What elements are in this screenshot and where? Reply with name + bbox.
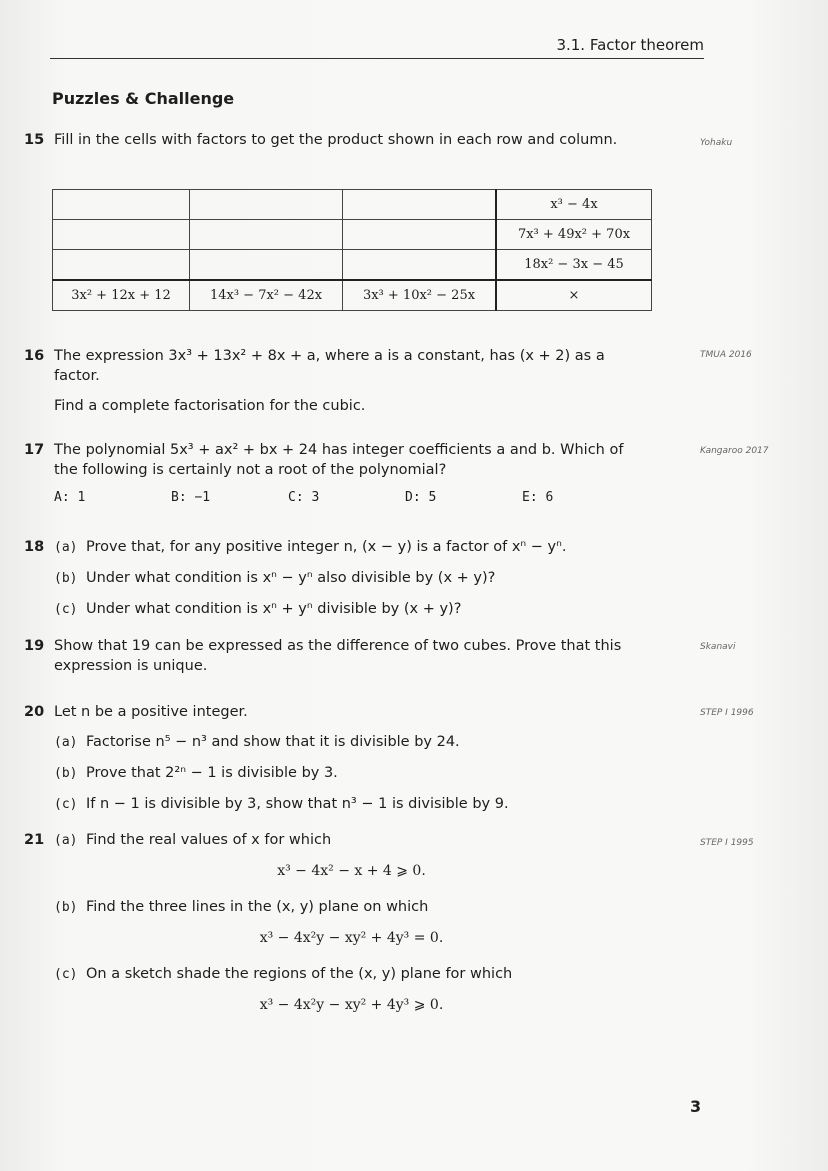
part-text: If n − 1 is divisible by 3, show that n³ − 1 is divisible by 9. <box>86 796 509 812</box>
question-18 <box>24 537 649 620</box>
grid-cell[interactable] <box>53 250 190 281</box>
factor-grid <box>52 189 652 311</box>
part-text: Under what condition is xⁿ + yⁿ divisible by (x + y)? <box>86 601 462 617</box>
grid-row <box>53 190 652 220</box>
column-product: 3x² + 12x + 12 <box>53 280 190 311</box>
part-a <box>54 732 649 753</box>
question-19 <box>24 636 649 676</box>
question-number: 17 <box>24 442 45 458</box>
part-text: Find the real values of x for which <box>86 832 332 848</box>
source-label: STEP I 1996 <box>700 708 754 718</box>
part-label: (a) <box>54 833 78 848</box>
section-title: Puzzles & Challenge <box>52 89 235 108</box>
question-number: 15 <box>24 132 45 148</box>
part-label: (b) <box>54 766 78 781</box>
choice-d[interactable]: D: 5 <box>405 490 437 505</box>
grid-cell[interactable] <box>190 190 343 220</box>
grid-row <box>53 220 652 250</box>
part-label: (b) <box>54 900 78 915</box>
question-number: 18 <box>24 539 45 555</box>
part-b <box>54 763 649 784</box>
part-label: (b) <box>54 571 78 586</box>
part-text: Prove that 2²ⁿ − 1 is divisible by 3. <box>86 765 338 781</box>
row-product: x³ − 4x <box>496 190 652 220</box>
answer-choices <box>54 488 649 508</box>
question-20 <box>24 702 649 815</box>
question-text: Fill in the cells with factors to get the product shown in each row and column. <box>54 132 618 148</box>
part-b <box>54 568 649 589</box>
question-number: 16 <box>24 348 45 364</box>
question-number: 20 <box>24 704 45 720</box>
part-label: (c) <box>54 602 78 617</box>
choice-b[interactable]: B: −1 <box>171 490 211 505</box>
part-b <box>54 897 649 918</box>
grid-row-column-products <box>53 280 652 311</box>
question-text: Let n be a positive integer. <box>54 704 248 720</box>
choice-a[interactable]: A: 1 <box>54 490 86 505</box>
part-c <box>54 599 649 620</box>
choice-c[interactable]: C: 3 <box>288 490 320 505</box>
row-product: 7x³ + 49x² + 70x <box>496 220 652 250</box>
question-text: The polynomial 5x³ + ax² + bx + 24 has integer coefficients a and b. Which of the following is certainly not a root of the polynomial? <box>54 442 624 478</box>
running-head: 3.1. Factor theorem <box>50 36 704 59</box>
question-text: Show that 19 can be expressed as the difference of two cubes. Prove that this expression is unique. <box>54 638 622 674</box>
grid-cell[interactable] <box>190 220 343 250</box>
grid-cell[interactable] <box>343 220 497 250</box>
question-15 <box>24 130 649 150</box>
part-label: (c) <box>54 797 78 812</box>
part-text: Find the three lines in the (x, y) plane on which <box>86 899 429 915</box>
source-label: STEP I 1995 <box>700 838 754 848</box>
part-c <box>54 794 649 815</box>
display-inequality: x³ − 4x² − x + 4 ⩾ 0. <box>277 863 426 879</box>
column-product: 3x³ + 10x² − 25x <box>343 280 497 311</box>
part-text: Factorise n⁵ − n³ and show that it is divisible by 24. <box>86 734 460 750</box>
part-a <box>54 537 649 558</box>
column-product: 14x³ − 7x² − 42x <box>190 280 343 311</box>
grid-cell[interactable] <box>53 190 190 220</box>
grid-cell[interactable] <box>190 250 343 281</box>
source-label: Skanavi <box>700 642 736 652</box>
multiply-symbol: × <box>496 280 652 311</box>
question-number: 21 <box>24 832 45 848</box>
source-label: Yohaku <box>700 138 733 148</box>
part-text: Prove that, for any positive integer n, (x − y) is a factor of xⁿ − yⁿ. <box>86 539 567 555</box>
part-label: (a) <box>54 735 78 750</box>
question-number: 19 <box>24 638 45 654</box>
question-text: Find a complete factorisation for the cubic. <box>54 398 366 414</box>
question-16 <box>24 346 649 416</box>
grid-cell[interactable] <box>53 220 190 250</box>
display-equation: x³ − 4x²y − xy² + 4y³ = 0. <box>259 930 444 946</box>
source-label: Kangaroo 2017 <box>700 446 769 456</box>
choice-e[interactable]: E: 6 <box>522 490 554 505</box>
part-label: (a) <box>54 540 78 555</box>
display-inequality: x³ − 4x²y − xy² + 4y³ ⩾ 0. <box>259 997 444 1013</box>
part-text: Under what condition is xⁿ − yⁿ also divisible by (x + y)? <box>86 570 496 586</box>
source-label: TMUA 2016 <box>700 350 752 360</box>
question-text: The expression 3x³ + 13x² + 8x + a, where a is a constant, has (x + 2) as a factor. <box>54 348 605 384</box>
grid-row <box>53 250 652 281</box>
grid-cell[interactable] <box>343 190 497 220</box>
row-product: 18x² − 3x − 45 <box>496 250 652 281</box>
page-number: 3 <box>690 1097 702 1116</box>
part-text: On a sketch shade the regions of the (x, y) plane for which <box>86 966 513 982</box>
part-label: (c) <box>54 967 78 982</box>
question-21 <box>24 830 649 1031</box>
part-c <box>54 964 649 985</box>
part-a <box>54 830 649 851</box>
question-17 <box>24 440 649 508</box>
grid-cell[interactable] <box>343 250 497 281</box>
